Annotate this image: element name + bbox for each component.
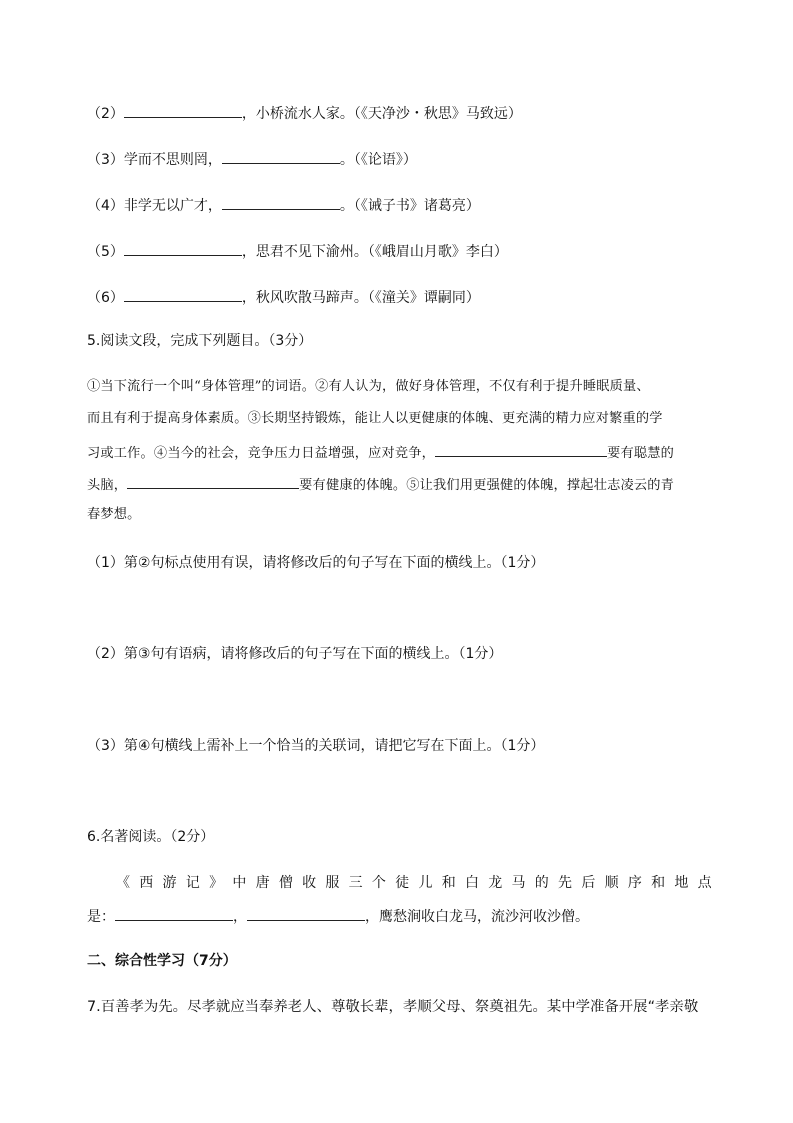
text-char: 马 — [511, 875, 526, 891]
q5-passage-line-1: ①当下流行一个叫“身体管理”的词语。②有人认为，做好身体管理，不仅有利于提升睡眠质量、 — [87, 379, 650, 394]
q6-title: 6.名著阅读。（2分） — [87, 829, 215, 845]
text-char: 服 — [325, 875, 340, 891]
answer-blank[interactable] — [124, 102, 242, 118]
answer-blank[interactable] — [247, 905, 365, 921]
q7-text: 7.百善孝为先。尽孝就应当奉养老人、尊敬长辈，孝顺父母、祭奠祖先。某中学准备开展“孝亲敬 — [87, 999, 699, 1015]
passage-text: 头脑， — [87, 478, 128, 493]
text-char: 的 — [534, 875, 549, 891]
answer-blank[interactable] — [222, 194, 340, 210]
text-char: 和 — [441, 875, 456, 891]
poem-line: ，思君不见下渝州。（《峨眉山月歌》李白） — [241, 244, 508, 260]
q5-passage-line-3 — [87, 441, 674, 464]
item-number: （6） — [87, 290, 124, 306]
text-char: 后 — [581, 875, 596, 891]
q5-passage-line-5: 春梦想。 — [87, 507, 141, 522]
q4-item-5 — [87, 240, 508, 262]
text-char: 三 — [348, 875, 363, 891]
poem-source: 。（《诫子书》诸葛亮） — [339, 198, 480, 214]
q4-item-3 — [87, 148, 417, 170]
text-separator: ， — [233, 909, 247, 925]
text-char: 先 — [558, 875, 573, 891]
q5-sub-2: （2）第③句有语病，请将修改后的句子写在下面的横线上。（1分） — [87, 646, 503, 662]
q5-passage-line-4 — [87, 473, 674, 496]
text-prefix: 是： — [87, 909, 115, 925]
q5-passage-line-2: 而且有利于提高身体素质。③长期坚持锻炼，能让人以更健康的体魄、更充满的精力应对繁重的学 — [87, 411, 663, 426]
text-char: 白 — [464, 875, 479, 891]
item-number: （2） — [87, 106, 124, 122]
item-number: （5） — [87, 244, 124, 260]
q5-sub-1: （1）第②句标点使用有误，请将修改后的句子写在下面的横线上。（1分） — [87, 555, 545, 571]
text-char: 西 — [139, 875, 154, 891]
answer-blank[interactable] — [127, 473, 299, 489]
q4-item-6 — [87, 286, 480, 308]
text-char: 和 — [651, 875, 666, 891]
text-char: 徒 — [395, 875, 410, 891]
text-char: 唐 — [255, 875, 270, 891]
text-char: 龙 — [488, 875, 503, 891]
answer-blank[interactable] — [115, 905, 233, 921]
text-char: 序 — [627, 875, 642, 891]
passage-text: 习或工作。④当今的社会，竞争压力日益增强，应对竞争， — [87, 446, 436, 461]
answer-blank[interactable] — [124, 240, 242, 256]
text-char: 游 — [162, 875, 177, 891]
q4-item-2 — [87, 102, 522, 124]
text-char: 点 — [697, 875, 712, 891]
answer-blank[interactable] — [124, 286, 242, 302]
text-char: 中 — [232, 875, 247, 891]
poem-source: 。（《论语》） — [339, 152, 417, 168]
passage-text: 要有聪慧的 — [607, 446, 675, 461]
poem-line: ，秋风吹散马蹄声。（《潼关》谭嗣同） — [241, 290, 480, 306]
text-char: 《 — [116, 875, 130, 891]
q6-line-1 — [116, 873, 712, 893]
text-char: 顺 — [604, 875, 619, 891]
answer-blank[interactable] — [435, 441, 607, 457]
poem-line: （3）学而不思则罔， — [87, 152, 222, 168]
text-char: 》 — [209, 875, 224, 891]
text-suffix: ，鹰愁涧收白龙马，流沙河收沙僧。 — [365, 909, 589, 925]
text-char: 僧 — [278, 875, 293, 891]
answer-blank[interactable] — [222, 148, 340, 164]
q5-title: 5.阅读文段，完成下列题目。（3分） — [87, 333, 313, 349]
q4-item-4 — [87, 194, 480, 216]
text-char: 收 — [302, 875, 317, 891]
text-char: 儿 — [418, 875, 433, 891]
poem-line: （4）非学无以广才， — [87, 198, 222, 214]
text-char: 地 — [674, 875, 689, 891]
poem-line: ，小桥流水人家。（《天净沙・秋思》马致远） — [241, 106, 522, 122]
text-char: 个 — [371, 875, 386, 891]
q6-line-2 — [87, 905, 589, 927]
section-heading: 二、综合性学习（7分） — [87, 953, 237, 969]
passage-text: 要有健康的体魄。⑤让我们用更强健的体魄，撑起壮志凌云的青 — [299, 478, 675, 493]
q5-sub-3: （3）第④句横线上需补上一个恰当的关联词，请把它写在下面上。（1分） — [87, 738, 545, 754]
text-char: 记 — [185, 875, 200, 891]
